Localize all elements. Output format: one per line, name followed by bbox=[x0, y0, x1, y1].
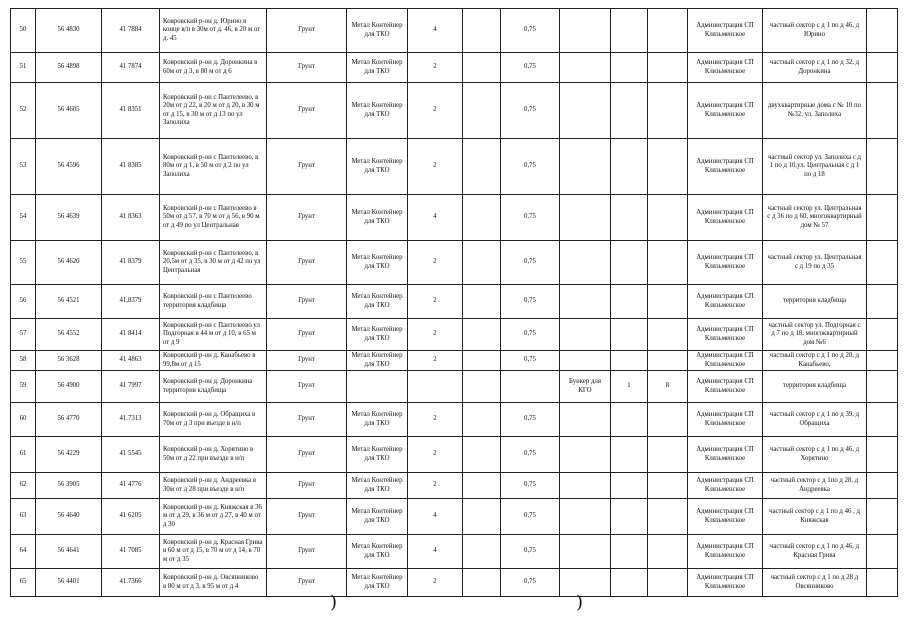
site-address: Ковровский р-он д. Юрино в конце в/п в 30м от д. 46, в 20 м от д. 45 bbox=[160, 9, 267, 53]
table-row bbox=[11, 473, 898, 499]
table-row bbox=[11, 241, 898, 285]
container-count: 2 bbox=[408, 403, 463, 437]
bunker-volume bbox=[648, 139, 688, 195]
container-sites-table bbox=[10, 8, 898, 597]
table-row bbox=[11, 53, 898, 83]
owner: Администрация СП Клязьменское bbox=[688, 9, 763, 53]
empty-cell bbox=[867, 403, 898, 437]
served-objects: частный сектор с д 1 по д 46 , д Княжская bbox=[763, 499, 867, 535]
empty-cell bbox=[463, 569, 501, 597]
bunker-volume bbox=[648, 9, 688, 53]
bunker-type bbox=[560, 499, 611, 535]
surface-type: Грунт bbox=[267, 319, 347, 351]
latitude: 56 4641 bbox=[36, 535, 102, 569]
bunker-volume bbox=[648, 83, 688, 139]
bunker-type: Бункер для КГО bbox=[560, 371, 611, 403]
empty-cell bbox=[463, 139, 501, 195]
table-row bbox=[11, 535, 898, 569]
bunker-volume bbox=[648, 499, 688, 535]
row-number: 55 bbox=[11, 241, 36, 285]
table-row bbox=[11, 351, 898, 371]
bunker-count bbox=[611, 569, 648, 597]
row-number: 57 bbox=[11, 319, 36, 351]
bunker-count bbox=[611, 285, 648, 319]
container-count: 2 bbox=[408, 569, 463, 597]
empty-cell bbox=[867, 499, 898, 535]
bunker-volume bbox=[648, 53, 688, 83]
latitude: 56 4640 bbox=[36, 499, 102, 535]
owner: Администрация СП Клязьменское bbox=[688, 535, 763, 569]
site-address: Ковровский р-он с Пантелеево, в 20,5м от д 35, в 30 м от д 42 по ул Центральная bbox=[160, 241, 267, 285]
empty-cell bbox=[463, 83, 501, 139]
bunker-type bbox=[560, 403, 611, 437]
owner: Администрация СП Клязьменское bbox=[688, 319, 763, 351]
bunker-volume bbox=[648, 535, 688, 569]
empty-cell bbox=[867, 241, 898, 285]
longitude: 41 8351 bbox=[102, 83, 160, 139]
container-type: Метал Контейнер для ТКО bbox=[347, 195, 408, 241]
table-row bbox=[11, 569, 898, 597]
owner: Администрация СП Клязьменское bbox=[688, 351, 763, 371]
container-count bbox=[408, 371, 463, 403]
longitude: 41 6205 bbox=[102, 499, 160, 535]
served-objects: частный сектор ул. Центральная с д 19 по д 35 bbox=[763, 241, 867, 285]
latitude: 56 4639 bbox=[36, 195, 102, 241]
row-number: 62 bbox=[11, 473, 36, 499]
bunker-volume bbox=[648, 241, 688, 285]
empty-cell bbox=[867, 53, 898, 83]
empty-cell bbox=[463, 241, 501, 285]
container-volume: 0,75 bbox=[501, 569, 560, 597]
container-volume: 0,75 bbox=[501, 499, 560, 535]
latitude: 56 4229 bbox=[36, 437, 102, 473]
bunker-type bbox=[560, 535, 611, 569]
bunker-volume: 8 bbox=[648, 371, 688, 403]
container-type: Метал Контейнер для ТКО bbox=[347, 437, 408, 473]
bunker-type bbox=[560, 285, 611, 319]
container-volume: 0,75 bbox=[501, 319, 560, 351]
bunker-count bbox=[611, 351, 648, 371]
surface-type: Грунт bbox=[267, 569, 347, 597]
bunker-count bbox=[611, 195, 648, 241]
container-volume: 0,75 bbox=[501, 139, 560, 195]
bunker-volume bbox=[648, 473, 688, 499]
container-type: Метал Контейнер для ТКО bbox=[347, 569, 408, 597]
table-row bbox=[11, 139, 898, 195]
surface-type: Грунт bbox=[267, 437, 347, 473]
table-row bbox=[11, 371, 898, 403]
container-volume: 0,75 bbox=[501, 195, 560, 241]
longitude: 41 7997 bbox=[102, 371, 160, 403]
row-number: 63 bbox=[11, 499, 36, 535]
site-address: Ковровский р-он д. Княжская в 36 м от д 29, в 36 м от д 27, в 40 м от д 30 bbox=[160, 499, 267, 535]
longitude: 41 8414 bbox=[102, 319, 160, 351]
bunker-volume bbox=[648, 285, 688, 319]
container-count: 2 bbox=[408, 285, 463, 319]
row-number: 58 bbox=[11, 351, 36, 371]
bunker-type bbox=[560, 351, 611, 371]
latitude: 56 4900 bbox=[36, 371, 102, 403]
site-address: Ковровский р-он с Пантелеево территория кладбища bbox=[160, 285, 267, 319]
owner: Администрация СП Клязьменское bbox=[688, 403, 763, 437]
owner: Администрация СП Клязьменское bbox=[688, 195, 763, 241]
empty-cell bbox=[867, 569, 898, 597]
served-objects: частный сектор с д 1 по д 28 д Овсянниково bbox=[763, 569, 867, 597]
bunker-count bbox=[611, 473, 648, 499]
empty-cell bbox=[463, 473, 501, 499]
served-objects: территория кладбища bbox=[763, 285, 867, 319]
container-type: Метал Контейнер для ТКО bbox=[347, 319, 408, 351]
container-count: 2 bbox=[408, 437, 463, 473]
container-type: Метал Контейнер для ТКО bbox=[347, 139, 408, 195]
empty-cell bbox=[463, 499, 501, 535]
bunker-count bbox=[611, 403, 648, 437]
empty-cell bbox=[463, 351, 501, 371]
site-address: Ковровский р-он д. Хорятино в 50м от д 22 при въезде в н/п bbox=[160, 437, 267, 473]
site-address: Ковровский р-он с Пантелеево ул Подгорная в 44 м от д 10, в 65 м от д 9 bbox=[160, 319, 267, 351]
container-count: 4 bbox=[408, 9, 463, 53]
served-objects: частный сектор ул. Подгорная с д 7 по д 18, многоквартирный дом №6 bbox=[763, 319, 867, 351]
owner: Администрация СП Клязьменское bbox=[688, 241, 763, 285]
container-volume: 0,75 bbox=[501, 437, 560, 473]
latitude: 56 4552 bbox=[36, 319, 102, 351]
surface-type: Грунт bbox=[267, 351, 347, 371]
container-type: Метал Контейнер для ТКО bbox=[347, 403, 408, 437]
bunker-type bbox=[560, 437, 611, 473]
bunker-type bbox=[560, 473, 611, 499]
site-address: Ковровский р-он с Пантелеево в 50м от д 57, в 70 м от д 56, в 90 м от д 49 по ул Центральная bbox=[160, 195, 267, 241]
site-address: Ковровский р-он д. Красная Грива в 60 м от д 15, в 70 м от д 14, в 70 м от д 35 bbox=[160, 535, 267, 569]
surface-type: Грунт bbox=[267, 499, 347, 535]
site-address: Ковровский р-он д. Доронкина в 60м от д 3, в 80 м от д 6 bbox=[160, 53, 267, 83]
container-volume: 0,75 bbox=[501, 473, 560, 499]
table-row bbox=[11, 285, 898, 319]
served-objects: частный сектор с д 1 по д 32, д Доронкина bbox=[763, 53, 867, 83]
container-count: 2 bbox=[408, 139, 463, 195]
empty-cell bbox=[463, 371, 501, 403]
owner: Администрация СП Клязьменское bbox=[688, 139, 763, 195]
container-count: 2 bbox=[408, 83, 463, 139]
owner: Администрация СП Клязьменское bbox=[688, 437, 763, 473]
site-address: Ковровский р-он д. Канабьево в 99,8м от д 15 bbox=[160, 351, 267, 371]
longitude: 41 4863 bbox=[102, 351, 160, 371]
row-number: 51 bbox=[11, 53, 36, 83]
table-row bbox=[11, 499, 898, 535]
row-number: 59 bbox=[11, 371, 36, 403]
empty-cell bbox=[867, 285, 898, 319]
container-count: 2 bbox=[408, 351, 463, 371]
owner: Администрация СП Клязьменское bbox=[688, 285, 763, 319]
container-volume: 0,75 bbox=[501, 535, 560, 569]
bunker-count bbox=[611, 319, 648, 351]
bunker-type bbox=[560, 139, 611, 195]
bunker-volume bbox=[648, 569, 688, 597]
served-objects: частный сектор с д 1 по д 46, д Красная Грива bbox=[763, 535, 867, 569]
bunker-type bbox=[560, 195, 611, 241]
surface-type: Грунт bbox=[267, 139, 347, 195]
row-number: 50 bbox=[11, 9, 36, 53]
bunker-count bbox=[611, 499, 648, 535]
bunker-volume bbox=[648, 319, 688, 351]
longitude: 41 7085 bbox=[102, 535, 160, 569]
container-type: Метал Контейнер для ТКО bbox=[347, 499, 408, 535]
latitude: 56 3628 bbox=[36, 351, 102, 371]
owner: Администрация СП Клязьменское bbox=[688, 53, 763, 83]
document-page bbox=[10, 8, 897, 613]
table-row bbox=[11, 403, 898, 437]
empty-cell bbox=[463, 9, 501, 53]
container-volume bbox=[501, 371, 560, 403]
owner: Администрация СП Клязьменское bbox=[688, 83, 763, 139]
container-type bbox=[347, 371, 408, 403]
surface-type: Грунт bbox=[267, 371, 347, 403]
container-count: 2 bbox=[408, 241, 463, 285]
longitude: 41 7884 bbox=[102, 9, 160, 53]
latitude: 56 4605 bbox=[36, 83, 102, 139]
latitude: 56 4770 bbox=[36, 403, 102, 437]
site-address: Ковровский р-он д. Доронкина территория кладбища bbox=[160, 371, 267, 403]
latitude: 56 4401 bbox=[36, 569, 102, 597]
empty-cell bbox=[867, 473, 898, 499]
row-number: 52 bbox=[11, 83, 36, 139]
longitude: 41,8379 bbox=[102, 285, 160, 319]
container-volume: 0,75 bbox=[501, 9, 560, 53]
served-objects: частный сектор ул. Центральная с д 36 по д 60, многоквартирный дом № 57 bbox=[763, 195, 867, 241]
empty-cell bbox=[463, 437, 501, 473]
scan-bracket-mark: ) bbox=[576, 592, 584, 613]
surface-type: Грунт bbox=[267, 195, 347, 241]
container-volume: 0,75 bbox=[501, 83, 560, 139]
site-address: Ковровский р-он с Пантелеево, в 20м от д 22, в 20 м от д 20, в 30 м от д 15, в 30 м от д 13 по ул Заполиха bbox=[160, 83, 267, 139]
container-type: Метал Контейнер для ТКО bbox=[347, 83, 408, 139]
empty-cell bbox=[463, 403, 501, 437]
container-type: Метал Контейнер для ТКО bbox=[347, 473, 408, 499]
row-number: 65 bbox=[11, 569, 36, 597]
site-address: Ковровский р-он д. Андреевка в 30м от д 28 при въезде в н/п bbox=[160, 473, 267, 499]
surface-type: Грунт bbox=[267, 9, 347, 53]
container-type: Метал Контейнер для ТКО bbox=[347, 535, 408, 569]
container-volume: 0,75 bbox=[501, 241, 560, 285]
served-objects: территория кладбища bbox=[763, 371, 867, 403]
empty-cell bbox=[463, 53, 501, 83]
empty-cell bbox=[867, 351, 898, 371]
empty-cell bbox=[463, 319, 501, 351]
bunker-type bbox=[560, 53, 611, 83]
container-count: 2 bbox=[408, 53, 463, 83]
empty-cell bbox=[463, 535, 501, 569]
latitude: 56 4620 bbox=[36, 241, 102, 285]
container-volume: 0,75 bbox=[501, 285, 560, 319]
bunker-type bbox=[560, 319, 611, 351]
empty-cell bbox=[867, 437, 898, 473]
bunker-count: 1 bbox=[611, 371, 648, 403]
served-objects: частный сектор с д 1 по д 46, д Юрино bbox=[763, 9, 867, 53]
latitude: 56 4898 bbox=[36, 53, 102, 83]
bunker-type bbox=[560, 9, 611, 53]
longitude: 41 5545 bbox=[102, 437, 160, 473]
row-number: 54 bbox=[11, 195, 36, 241]
table-row bbox=[11, 437, 898, 473]
empty-cell bbox=[867, 83, 898, 139]
longitude: 41 7874 bbox=[102, 53, 160, 83]
bunker-volume bbox=[648, 195, 688, 241]
empty-cell bbox=[867, 139, 898, 195]
empty-cell bbox=[867, 319, 898, 351]
container-count: 2 bbox=[408, 473, 463, 499]
empty-cell bbox=[463, 195, 501, 241]
bunker-count bbox=[611, 139, 648, 195]
surface-type: Грунт bbox=[267, 403, 347, 437]
scan-bracket-mark: ) bbox=[330, 592, 338, 613]
container-type: Метал Контейнер для ТКО bbox=[347, 285, 408, 319]
surface-type: Грунт bbox=[267, 83, 347, 139]
site-address: Ковровский р-он д. Обращиха в 70м от д 3 при въезде в н/п bbox=[160, 403, 267, 437]
longitude: 41 4776 bbox=[102, 473, 160, 499]
bunker-count bbox=[611, 53, 648, 83]
bunker-count bbox=[611, 83, 648, 139]
owner: Администрация СП Клязьменское bbox=[688, 473, 763, 499]
bunker-type bbox=[560, 241, 611, 285]
table-row bbox=[11, 9, 898, 53]
longitude: 41.7366 bbox=[102, 569, 160, 597]
empty-cell bbox=[867, 9, 898, 53]
surface-type: Грунт bbox=[267, 285, 347, 319]
container-type: Метал Контейнер для ТКО bbox=[347, 241, 408, 285]
row-number: 53 bbox=[11, 139, 36, 195]
bunker-volume bbox=[648, 351, 688, 371]
served-objects: частный сектор с д 1по д 28, д Андреевка bbox=[763, 473, 867, 499]
latitude: 56 4521 bbox=[36, 285, 102, 319]
served-objects: частный сектор с д 1 по д 39, д Обращиха bbox=[763, 403, 867, 437]
owner: Администрация СП Клязьменское bbox=[688, 569, 763, 597]
bunker-type bbox=[560, 569, 611, 597]
owner: Администрация СП Клязьменское bbox=[688, 371, 763, 403]
container-type: Метал Контейнер для ТКО bbox=[347, 53, 408, 83]
surface-type: Грунт bbox=[267, 53, 347, 83]
longitude: 41 8379 bbox=[102, 241, 160, 285]
table-row bbox=[11, 319, 898, 351]
container-type: Метал Контейнер для ТКО bbox=[347, 351, 408, 371]
surface-type: Грунт bbox=[267, 535, 347, 569]
served-objects: частный сектор с д 1 по д 20, д Канабьево, bbox=[763, 351, 867, 371]
longitude: 41 8385 bbox=[102, 139, 160, 195]
table-row bbox=[11, 195, 898, 241]
longitude: 41.7313 bbox=[102, 403, 160, 437]
empty-cell bbox=[867, 195, 898, 241]
bunker-count bbox=[611, 9, 648, 53]
served-objects: двухквартирные дома с № 10 по №32, ул. Заполиха bbox=[763, 83, 867, 139]
row-number: 60 bbox=[11, 403, 36, 437]
surface-type: Грунт bbox=[267, 241, 347, 285]
longitude: 41 8363 bbox=[102, 195, 160, 241]
empty-cell bbox=[867, 535, 898, 569]
served-objects: частный сектор ул. Заполиха с д 1 по д 10,ул. Центральная с д 1 по д 18 bbox=[763, 139, 867, 195]
table-body bbox=[11, 9, 898, 597]
row-number: 61 bbox=[11, 437, 36, 473]
empty-cell bbox=[867, 371, 898, 403]
container-count: 4 bbox=[408, 195, 463, 241]
bunker-count bbox=[611, 241, 648, 285]
bunker-count bbox=[611, 535, 648, 569]
container-count: 4 bbox=[408, 535, 463, 569]
bunker-volume bbox=[648, 403, 688, 437]
row-number: 56 bbox=[11, 285, 36, 319]
owner: Администрация СП Клязьменское bbox=[688, 499, 763, 535]
container-type: Метал Контейнер для ТКО bbox=[347, 9, 408, 53]
container-volume: 0,75 bbox=[501, 351, 560, 371]
container-volume: 0,75 bbox=[501, 53, 560, 83]
row-number: 64 bbox=[11, 535, 36, 569]
bunker-count bbox=[611, 437, 648, 473]
table-row bbox=[11, 83, 898, 139]
latitude: 56 4830 bbox=[36, 9, 102, 53]
container-count: 2 bbox=[408, 319, 463, 351]
container-volume: 0,75 bbox=[501, 403, 560, 437]
surface-type: Грунт bbox=[267, 473, 347, 499]
bunker-volume bbox=[648, 437, 688, 473]
latitude: 56 4596 bbox=[36, 139, 102, 195]
site-address: Ковровский р-он с Пантелеево, в 80м от д 1, в 50 м от д 2 по ул Заполиха bbox=[160, 139, 267, 195]
bunker-type bbox=[560, 83, 611, 139]
site-address: Ковровский р-он д. Овсянниково в 80 м от д 3, в 95 м от д 4 bbox=[160, 569, 267, 597]
latitude: 56 3905 bbox=[36, 473, 102, 499]
container-count: 4 bbox=[408, 499, 463, 535]
served-objects: частный сектор с д 1 по д 46, д Хорятино bbox=[763, 437, 867, 473]
empty-cell bbox=[463, 285, 501, 319]
